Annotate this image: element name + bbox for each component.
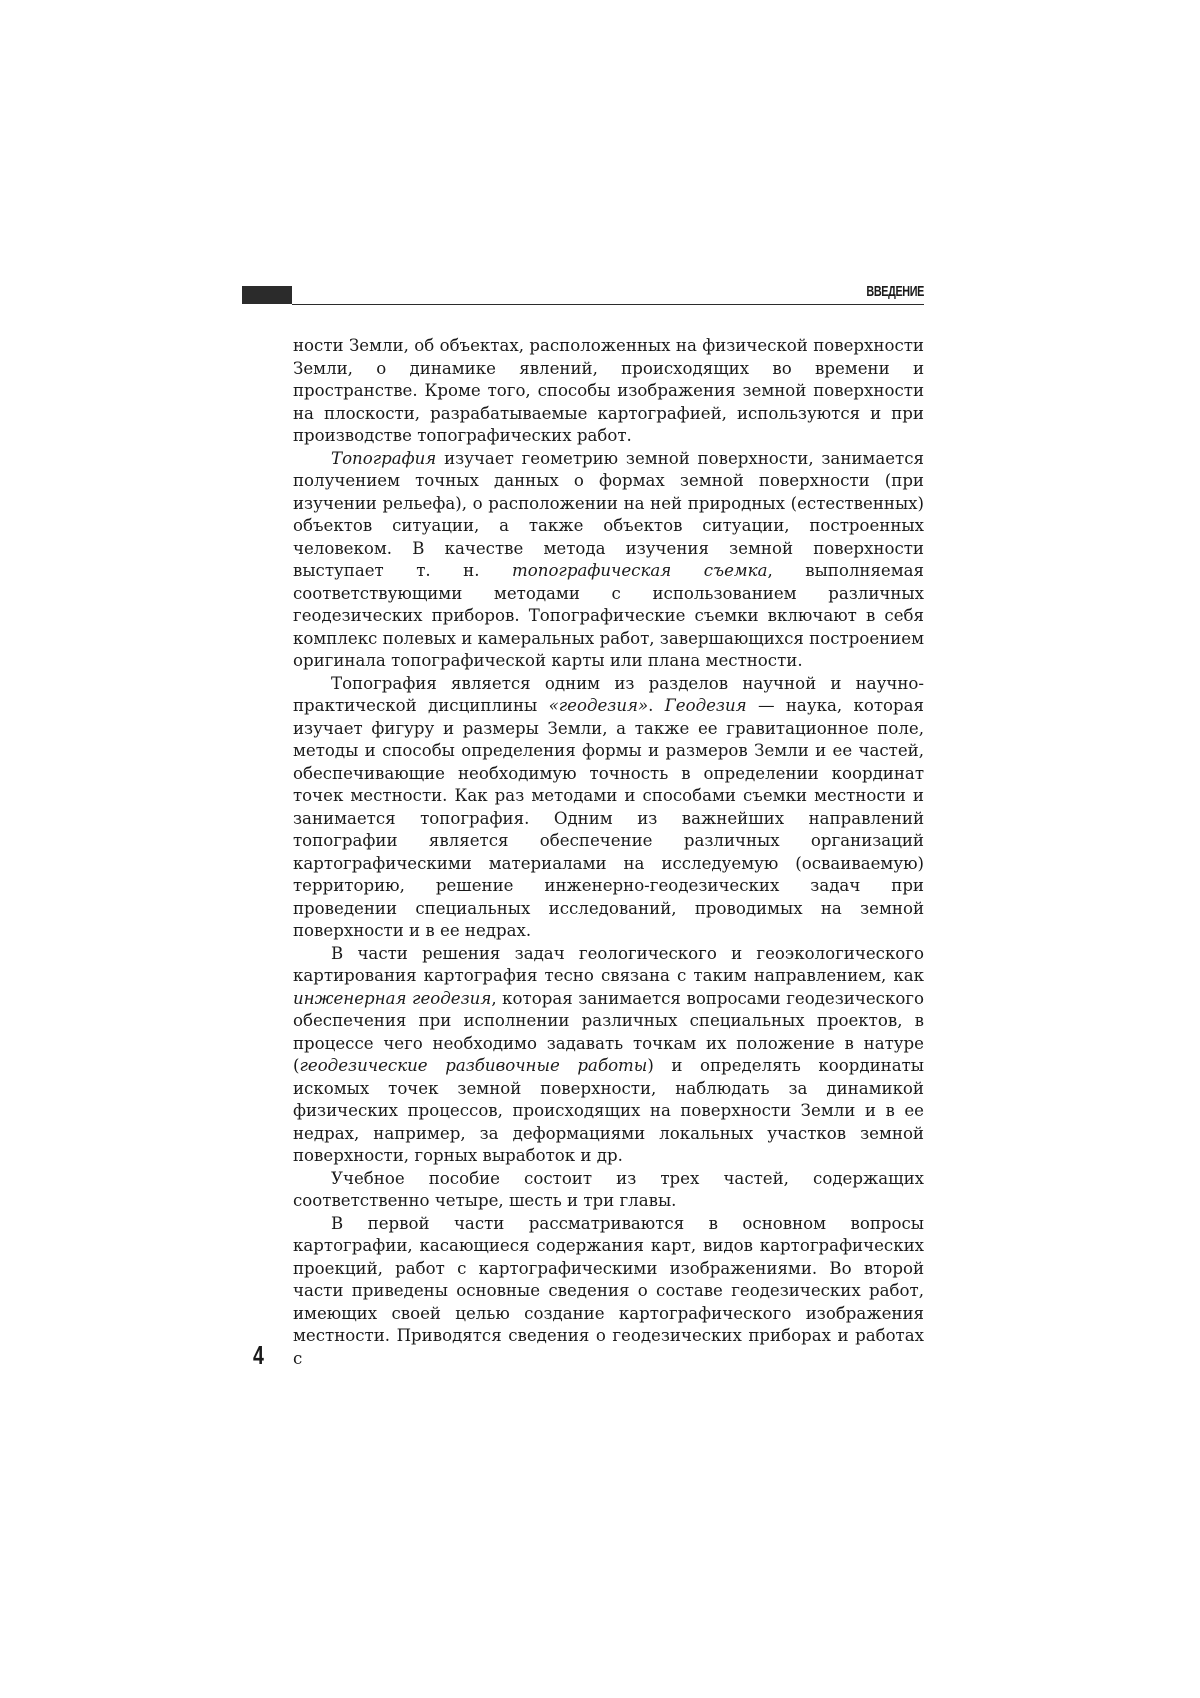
paragraph-3 <box>293 673 924 943</box>
term-staking-works: геодезические разбивочные работы <box>299 1056 648 1075</box>
paragraph-2-text-1: изучает геометрию земной поверхности, занимается получением точных данных о формах земной поверхности (при изучении рельефа), о расположении на ней природных (естественных) объектов ситуации, а также объектов ситуации, построенных человеком. В качестве метода изучения земной поверхности выступает т. н. <box>293 448 924 580</box>
paragraph-3-text-2: . <box>648 696 665 715</box>
paragraph-5 <box>293 1168 924 1213</box>
paragraph-1-text: ности Земли, об объектах, расположенных на физической поверхности Земли, о динамике явлений, происходящих во времени и пространстве. Кроме того, способы изображения земной поверхности на плоскости, разрабатываемые картографией, используются и при производстве топографических работ. <box>293 336 924 445</box>
paragraph-3-text-1: Топография является одним из разделов научной и научно-практической дисциплины <box>293 673 924 715</box>
term-engineering-geodesy: инженерная геодезия <box>293 988 492 1008</box>
body-text <box>293 335 924 1370</box>
page-number: 4 <box>253 1340 264 1370</box>
term-geodesy: Геодезия <box>664 696 747 715</box>
paragraph-4 <box>293 943 924 1168</box>
paragraph-5-text: Учебное пособие состоит из трех частей, содержащих соответственно четыре, шесть и три главы. <box>293 1168 924 1210</box>
paragraph-6 <box>293 1213 924 1371</box>
paragraph-2 <box>293 448 924 673</box>
paragraph-4-text-1: В части решения задач геологического и геоэкологического картирования картография тесно связана с таким направлением, как <box>293 943 924 985</box>
header-title: ВВЕДЕНИЕ <box>866 283 924 300</box>
paragraph-3-text-3: — наука, которая изучает фигуру и размеры Земли, а также ее гравитационное поле, методы и способы определения формы и размеров Земли и ее частей, обеспечивающие необходимую точность в определении координат точек местности. Как раз методами и способами съемки местности и занимается топография. Одним из важнейших направлений топографии является обеспечение различных организаций картографическими материалами на исследуемую (осваиваемую) территорию, решение инженерно-геодезических задач при проведении специальных исследований, проводимых на земной поверхности и в ее недрах. <box>293 696 924 940</box>
paragraph-1 <box>293 335 924 448</box>
running-header <box>242 283 924 307</box>
term-topographic-survey: топографическая съемка <box>512 561 768 580</box>
paragraph-2-text-2: , выполняемая соответствующими методами с использованием различных геодезических приборов. Топографические съемки включают в себя комплекс полевых и камеральных работ, завершающихся построением оригинала топографической карты или плана местности. <box>293 561 924 670</box>
header-block-decoration <box>242 286 292 304</box>
term-geodesy-quoted: «геодезия» <box>548 696 649 715</box>
paragraph-6-text: В первой части рассматриваются в основном вопросы картографии, касающиеся содержания карт, видов картографических проекций, работ с картографическими изображениями. Во второй части приведены основные сведения о составе геодезических работ, имеющих своей целью создание картографического изображения местности. Приводятся сведения о геодезических приборах и работах с <box>293 1213 924 1368</box>
term-topography: Топография <box>331 448 437 468</box>
paragraph-4-text-2: , которая занимается вопросами геодезического обеспечения при исполнении различных специальных проектов, в процессе чего необходимо задавать точкам их положение в натуре ( <box>293 988 924 1075</box>
header-rule <box>292 304 924 305</box>
paragraph-4-text-3: ) и определять координаты искомых точек земной поверхности, наблюдать за динамикой физических процессов, происходящих на поверхности Земли и в ее недрах, например, за деформациями локальных участков земной поверхности, горных выработок и др. <box>293 1056 924 1165</box>
